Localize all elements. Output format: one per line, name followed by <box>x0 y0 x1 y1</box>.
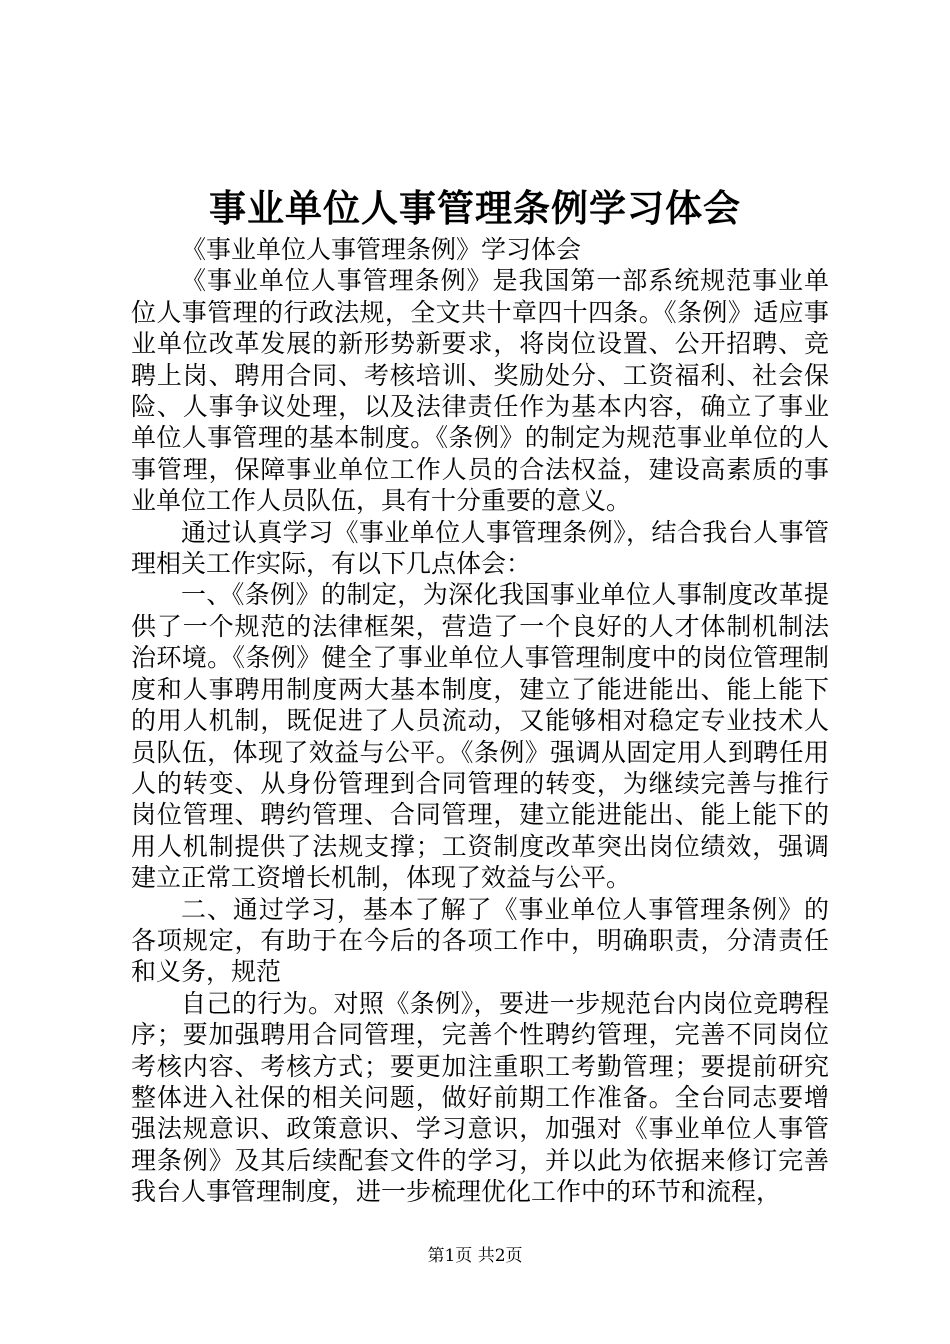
paragraph-point-two: 二、通过学习，基本了解了《事业单位人事管理条例》的各项规定，有助于在今后的各项工作中，明确职责，分清责任和义务，规范 <box>131 894 829 987</box>
document-title: 事业单位人事管理条例学习体会 <box>209 186 741 230</box>
page-number-footer: 第1页 共2页 <box>427 1246 523 1266</box>
paragraph-intro: 《事业单位人事管理条例》是我国第一部系统规范事业单位人事管理的行政法规，全文共十章四十四条。《条例》适应事业单位改革发展的新形势新要求，将岗位设置、公开招聘、竞聘上岗、聘用合同、考核培训、奖励处分、工资福利、社会保险、人事争议处理，以及法律责任作为基本内容，确立了事业单位人事管理的基本制度。《条例》的制定为规范事业单位的人事管理，保障事业单位工作人员的合法权益，建设高素质的事业单位工作人员队伍，具有十分重要的意义。 <box>131 266 829 516</box>
paragraph-transition: 通过认真学习《事业单位人事管理条例》，结合我台人事管理相关工作实际，有以下几点体会： <box>131 517 829 579</box>
document-body <box>131 234 829 1208</box>
paragraph-continuation: 自己的行为。对照《条例》，要进一步规范台内岗位竞聘程序；要加强聘用合同管理，完善个性聘约管理，完善不同岗位考核内容、考核方式；要更加注重职工考勤管理；要提前研究整体进入社保的相关问题，做好前期工作准备。全台同志要增强法规意识、政策意识、学习意识，加强对《事业单位人事管理条例》及其后续配套文件的学习，并以此为依据来修订完善我台人事管理制度，进一步梳理优化工作中的环节和流程， <box>131 988 829 1207</box>
paragraph-heading: 《事业单位人事管理条例》学习体会 <box>181 235 582 264</box>
paragraph-point-one: 一、《条例》的制定，为深化我国事业单位人事制度改革提供了一个规范的法律框架，营造了一个良好的人才体制机制法治环境。《条例》健全了事业单位人事管理制度中的岗位管理制度和人事聘用制度两大基本制度，建立了能进能出、能上能下的用人机制，既促进了人员流动，又能够相对稳定专业技术人员队伍，体现了效益与公平。《条例》强调从固定用人到聘任用人的转变、从身份管理到合同管理的转变，为继续完善与推行岗位管理、聘约管理、合同管理，建立能进能出、能上能下的用人机制提供了法规支撑；工资制度改革突出岗位绩效，强调建立正常工资增长机制，体现了效益与公平。 <box>131 580 829 893</box>
